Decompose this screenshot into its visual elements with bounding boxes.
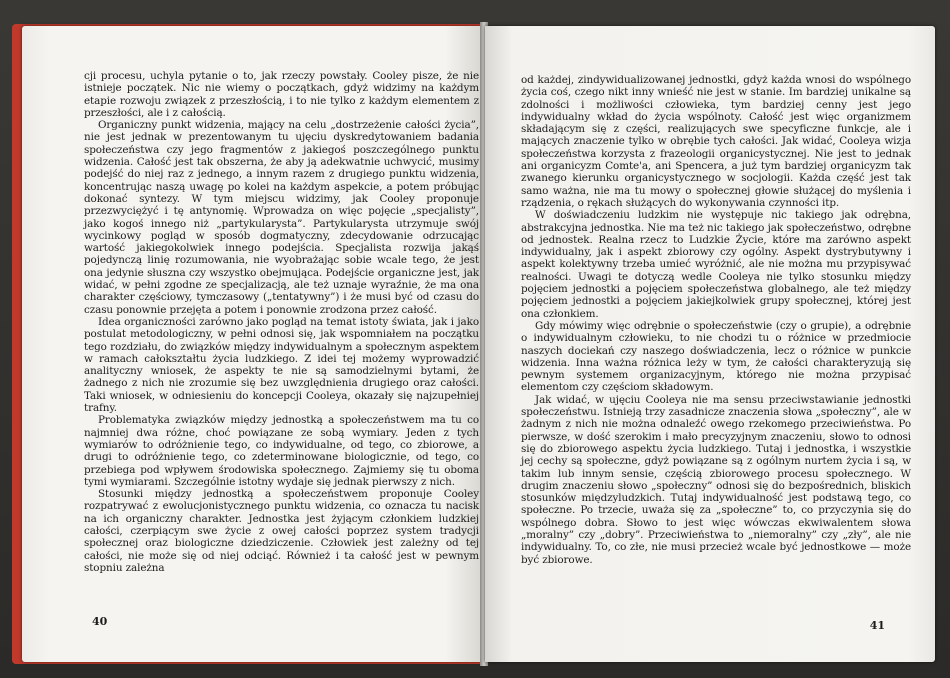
left-page-text [84,70,479,574]
page-number: 41 [869,619,885,632]
paragraph: Stosunki między jednostką a społeczeństwem proponuje Cooley rozpatrywać z ewolucjonistycznego punktu widzenia, co oznacza tu nacisk na ich organiczny charakter. Jednostka jest żyjącym członkiem ludzkiej całości, czerpiącym swe życie z owej całości poprzez system tradycji społecznej oraz biologiczne dziedziczenie. Człowiek jest zależny od tej całości, nie może się od niej odciąć. Również i ta całość jest w pewnym stopniu zależna [84,488,479,574]
page-number: 40 [92,615,108,628]
left-page [22,26,482,662]
paragraph: Jak widać, w ujęciu Cooleya nie ma sensu przeciwstawianie jednostki społeczeństwu. Istnieją trzy zasadnicze znaczenia słowa „społeczny”, ale w żadnym z nich nie można odnaleźć owego rzekomego przeciwieństwa. Po pierwsze, w dość szerokim i mało precyzyjnym znaczeniu, słowo to odnosi się do zbiorowego aspektu życia ludzkiego. Tutaj i jednostka, i wszystkie jej cechy są społeczne, gdyż powiązane są z ogólnym nurtem życia i są, w takim lub innym sensie, częścią zbiorowego procesu społecznego. W drugim znaczeniu słowo „społeczny” odnosi się do bezpośrednich, bliskich stosunków międzyludzkich. Tutaj indywidualność jest podstawą tego, co społeczne. Po trzecie, uważa się za „społeczne” to, co przyczynia się do wspólnego dobra. Słowo to jest więc wówczas ekwiwalentem słowa „moralny” czy „dobry”. Przeciwieństwa to „niemoralny” czy „zły”, ale nie indywidualny. To, co złe, nie musi przecież wcale być jednostkowe — może być zbiorowe. [521,393,911,566]
paragraph: cji procesu, uchyla pytanie o to, jak rzeczy powstały. Cooley pisze, że nie istnieje początek. Nic nie wiemy o początkach, gdyż widzimy na każdym etapie rozwoju związek z przeszłością, i to nie tylko z każdym elementem z przeszłości, ale i z całością. [84,70,479,119]
paragraph: Problematyka związków między jednostką a społeczeństwem ma tu co najmniej dwa różne, choć powiązane ze sobą wymiary. Jeden z tych wymiarów to odróżnienie tego, co indywidualne, od tego, co zbiorowe, a drugi to odróżnienie tego, co zdeterminowane biologicznie, od tego, co przebiega pod wpływem środowiska społecznego. Zajmiemy się tu oboma tymi wymiarami. Szczególnie istotny wydaje się jednak pierwszy z nich. [84,414,479,488]
paragraph: Gdy mówimy więc odrębnie o społeczeństwie (czy o grupie), a odrębnie o indywidualnym człowieku, to nie chodzi tu o różnice w przedmiocie naszych dociekań czy naszego doświadczenia, lecz o różnice w punkcie widzenia. Inna ważna różnica leży w tym, że całości charakteryzują się pewnym systemem organizacyjnym, którego nie można przypisać elementom czy częściom składowym. [521,319,911,394]
paragraph: W doświadczeniu ludzkim nie występuje nic takiego jak odrębna, abstrakcyjna jednostka. Nie ma też nic takiego jak społeczeństwo, odrębne od jednostek. Realna rzecz to Ludzkie Życie, które ma zarówno aspekt indywidualny, jak i aspekt zbiorowy czy ogólny. Aspekt dystrybutywny i aspekt kolektywny trzeba umieć wyróżnić, ale nie można mu przypisywać realności. Uwagi te dotyczą wedle Cooleya nie tylko stosunku między pojęciem jednostki a pojęciem społeczeństwa globalnego, ale też między pojęciem jednostki a pojęciem jakiejkolwiek grupy społecznej, której jest ona członkiem. [521,209,911,320]
paragraph: od każdej, zindywidualizowanej jednostki, gdyż każda wnosi do wspólnego życia coś, czego nikt inny wnieść nie jest w stanie. Im bardziej unikalne są zdolności i możliwości człowieka, tym bardziej cenny jest jego indywidualny wkład do życia wspólnoty. Całość jest więc organizmem składającym się z części, realizujących swe specyficzne funkcje, ale i mających znaczenie tylko w obrębie tych całości. Jak widać, Cooleya wizja społeczeństwa korzysta z frazeologii organicystycznej. Nie jest to jednak ani organicyzm Comte'a, ani Spencera, a już tym bardziej organicyzm tak zwanego kierunku organicystycznego w socjologii. Każda część jest tak samo ważna, nie ma tu mowy o społecznej głowie służącej do myślenia i rządzenia, o rękach służących do wykonywania czynności itp. [521,74,911,209]
paragraph: Idea organiczności zarówno jako pogląd na temat istoty świata, jak i jako postulat metodologiczny, w pełni odnosi się, jak wspomniałem na początku tego rozdziału, do związków między indywidualnym a społecznym aspektem w ramach całokształtu życia ludzkiego. Z idei tej możemy wyprowadzić analityczny wniosek, że aspekty te nie są samodzielnymi bytami, że żadnego z nich nie zrozumie się bez uwzględnienia drugiego oraz całości. Taki wniosek, w odniesieniu do koncepcji Cooleya, okazały się najzupełniej trafny. [84,315,479,415]
right-page [485,26,935,662]
right-page-text [521,74,911,566]
paragraph: Organiczny punkt widzenia, mający na celu „dostrzeżenie całości życia”, nie jest jednak w prezentowanym tu ujęciu dyskredytowaniem badania społeczeństwa czy jego fragmentów z jakiegoś poszczególnego punktu widzenia. Całość jest tak obszerna, że aby ją adekwatnie uchwycić, musimy podejść do niej raz z jednego, a innym razem z drugiego punktu widzenia, koncentrując naszą uwagę po kolei na każdym aspekcie, a potem próbując dokonać syntezy. W tym miejscu widzimy, jak Cooley proponuje przezwyciężyć i tę antynomię. Wprowadza on więc pojęcie „specjalisty”, jako kogoś innego niż „partykularysta”. Partykularysta utrzymuje swój wycinkowy pogląd w sposób dogmatyczny, zdecydowanie odrzucając wartość jakiegokolwiek innego podejścia. Specjalista rozwija jakąś pojedynczą linię rozumowania, nie wyobrażając sobie wcale tego, że jest ona jedynie słuszna czy wszystko obejmująca. Podejście organiczne jest, jak widać, w pełni zgodne ze specjalizacją, ale też uznaje wyraźnie, że ma ona charakter częściowy, tymczasowy („tentatywny”) i że musi być od czasu do czasu ponownie przejęta a potem i ponownie zrodzona przez całość. [84,119,479,316]
